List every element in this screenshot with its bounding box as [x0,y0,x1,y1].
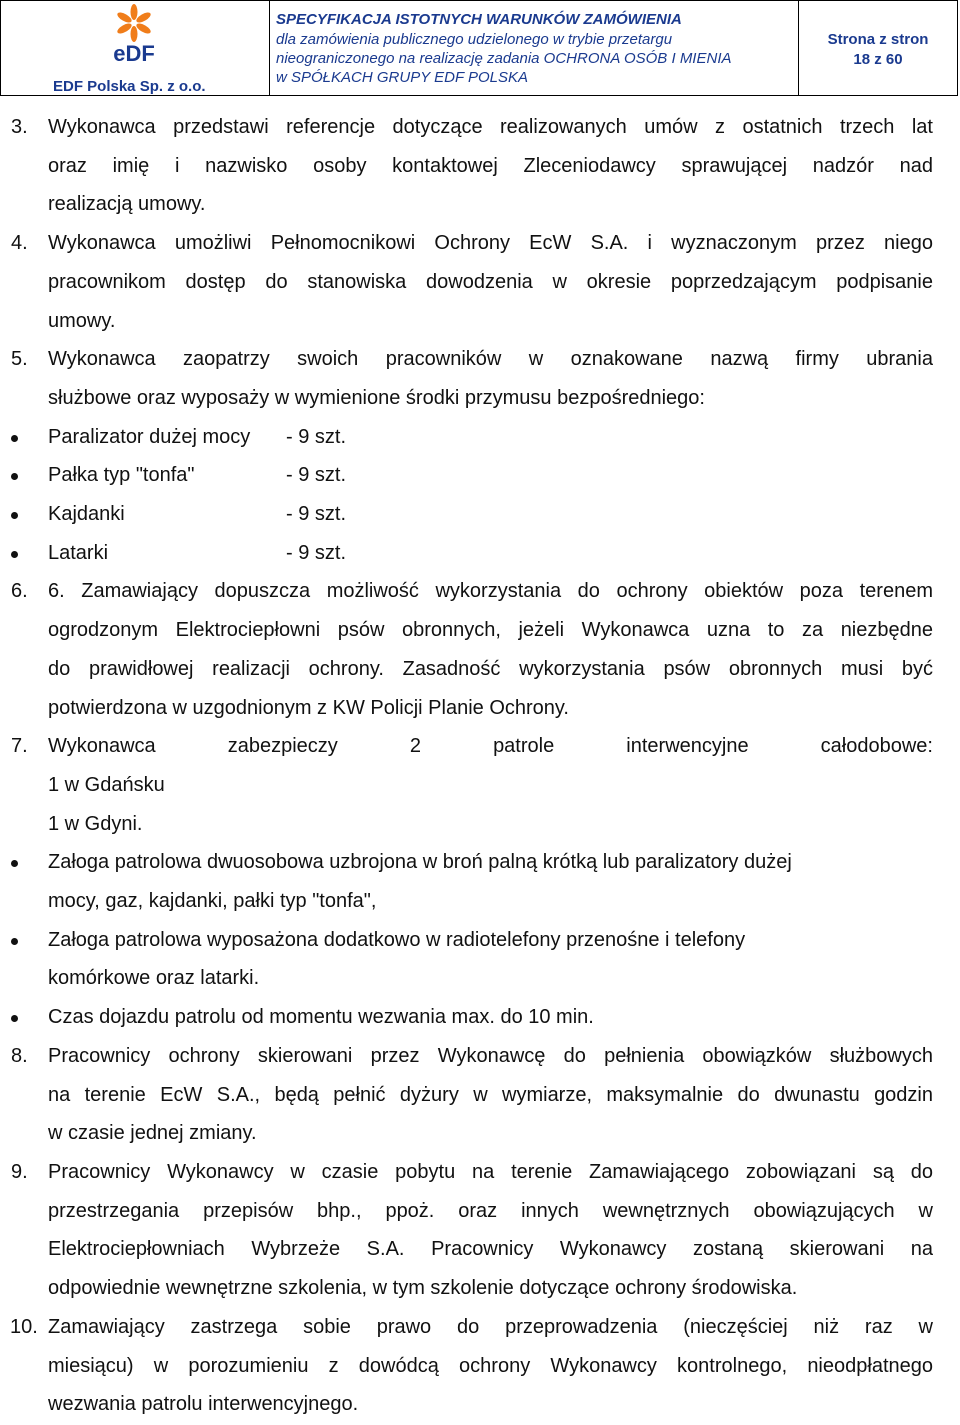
item-number: 4. [11,232,28,255]
paragraph-line: oraz imię i nazwisko osoby kontaktowej Zleceniodawcy sprawującej nadzór nad [48,154,933,177]
bullet-icon [11,1015,18,1022]
paragraph-line: Pracownicy Wykonawcy w czasie pobytu na terenie Zamawiającego zobowiązani są do [48,1160,933,1183]
spec-subtitle-line: nieograniczonego na realizację zadania OCHRONA OSÓB I MIENIA [276,50,732,67]
paragraph-line: Załoga patrolowa wyposażona dodatkowo w radiotelefony przenośne i telefony [48,928,746,951]
equipment-item [0,534,960,573]
bullet-icon [11,938,18,945]
item-number: 6. [11,580,28,603]
bullet-icon [11,512,18,519]
paragraph-line: 6. Zamawiający dopuszcza możliwość wykorzystania do ochrony obiektów poza terenem [48,580,933,603]
paragraph-line: Czas dojazdu patrolu od momentu wezwania max. do 10 min. [48,1006,594,1029]
bullet-icon [11,860,18,867]
list-item [0,1037,960,1153]
paragraph-line: potwierdzona w uzgodnionym z KW Policji Planie Ochrony. [48,696,569,719]
list-item [0,108,960,224]
list-item [0,224,960,340]
header-logo-cell [1,1,270,95]
equipment-name: Pałka typ "tonfa" [48,464,195,487]
equipment-name: Latarki [48,541,109,564]
paragraph-line: w czasie jednej zmiany. [48,1122,257,1145]
spec-title: SPECYFIKACJA ISTOTNYCH WARUNKÓW ZAMÓWIENIA [276,11,682,28]
word: 2 [409,735,421,758]
list-item [0,1153,960,1308]
header-page-cell [799,1,957,95]
patrol-bullet [0,843,960,920]
paragraph-line: pracownikom dostęp do stanowiska dowodzenia w okresie poprzedzającym podpisanie [48,270,933,293]
paragraph-line: przestrzegania przepisów bhp., ppoż. oraz innych wewnętrznych obowiązujących w [48,1199,933,1222]
equipment-item [0,456,960,495]
bullet-icon [11,435,18,442]
equipment-item [0,495,960,534]
paragraph-line: Wykonawca przedstawi referencje dotyczące realizowanych umów z ostatnich trzech lat [48,116,933,138]
patrol-bullet [0,998,960,1037]
paragraph-line: 1 w Gdańsku [48,773,165,796]
logo-text: eDF [113,41,155,66]
item-number: 5. [11,348,28,371]
paragraph-line: odpowiednie wewnętrzne szkolenia, w tym szkolenie dotyczące ochrony środowiska. [48,1277,798,1300]
bullet-icon [11,473,18,480]
spec-subtitle-line: w SPÓŁKACH GRUPY EDF POLSKA [276,69,529,86]
paragraph-line: Wykonawca zaopatrzy swoich pracowników w oznakowane nazwą firmy ubrania [48,348,933,371]
paragraph-line: Załoga patrolowa dwuosobowa uzbrojona w broń palną krótką lub paralizatory dużej [48,851,792,874]
bullet-icon [11,551,18,558]
equipment-name: Paralizator dużej mocy [48,425,251,448]
equipment-name: Kajdanki [48,503,125,526]
list-item [0,572,960,727]
list-item [0,727,960,843]
paragraph-line: ogrodzonym Elektrociepłowni psów obronnych, jeżeli Wykonawca uzna to za niezbędne [48,619,933,642]
list-item [0,1308,960,1424]
edf-logo [102,3,166,67]
item-number: 7. [11,735,28,758]
paragraph-line: do prawidłowej realizacji ochrony. Zasadność wykorzystania psów obronnych musi być [48,657,933,680]
equipment-item [0,418,960,457]
paragraph-line: służbowe oraz wyposaży w wymienione środki przymusu bezpośredniego: [48,386,705,409]
paragraph-line: Pracownicy ochrony skierowani przez Wykonawcę do pełnienia obowiązków służbowych [48,1044,933,1067]
word: patrole [493,735,555,758]
paragraph-line: 1 w Gdyni. [48,812,143,835]
paragraph-line: na terenie EcW S.A., będą pełnić dyżury w wymiarze, maksymalnie do dwunastu godzin [48,1083,933,1106]
item-number: 8. [11,1044,28,1067]
item-number: 10. [10,1315,38,1338]
word: interwencyjne [626,735,749,758]
document-header [0,0,958,96]
paragraph-line: Zamawiający zastrzega sobie prawo do przeprowadzenia (nieczęściej niż raz w [48,1315,933,1338]
header-title-cell [270,1,799,95]
paragraph-line: wezwania patrolu interwencyjnego. [48,1393,359,1416]
equipment-qty: - 9 szt. [286,425,347,448]
page-number: 18 z 60 [853,51,903,68]
word: Wykonawca [48,735,156,758]
paragraph-line: komórkowe oraz latarki. [48,967,260,990]
spec-subtitle-line: dla zamówienia publicznego udzielonego w trybie przetargu [276,31,673,48]
paragraph-line: mocy, gaz, kajdanki, pałki typ "tonfa", [48,890,377,913]
page-label: Strona z stron [827,31,929,48]
paragraph-line [48,727,933,766]
company-name: EDF Polska Sp. z o.o. [53,78,206,95]
equipment-qty: - 9 szt. [286,541,347,564]
equipment-qty: - 9 szt. [286,464,347,487]
list-item [0,340,960,417]
document-body [0,108,960,1424]
item-number: 3. [11,116,28,138]
paragraph-line: umowy. [48,309,116,332]
patrol-bullet [0,921,960,998]
paragraph-line: Wykonawca umożliwi Pełnomocnikowi Ochrony EcW S.A. i wyznaczonym przez niego [48,232,933,255]
item-number: 9. [11,1160,28,1183]
word: zabezpieczy [227,735,338,758]
paragraph-line: Elektrociepłowniach Wybrzeże S.A. Pracownicy Wykonawcy zostaną skierowani na [48,1238,933,1261]
word: całodobowe: [820,735,933,758]
equipment-qty: - 9 szt. [286,503,347,526]
paragraph-line: realizacją umowy. [48,193,206,216]
paragraph-line: miesiącu) w porozumieniu z dowódcą ochrony Wykonawcy kontrolnego, nieodpłatnego [48,1354,933,1377]
